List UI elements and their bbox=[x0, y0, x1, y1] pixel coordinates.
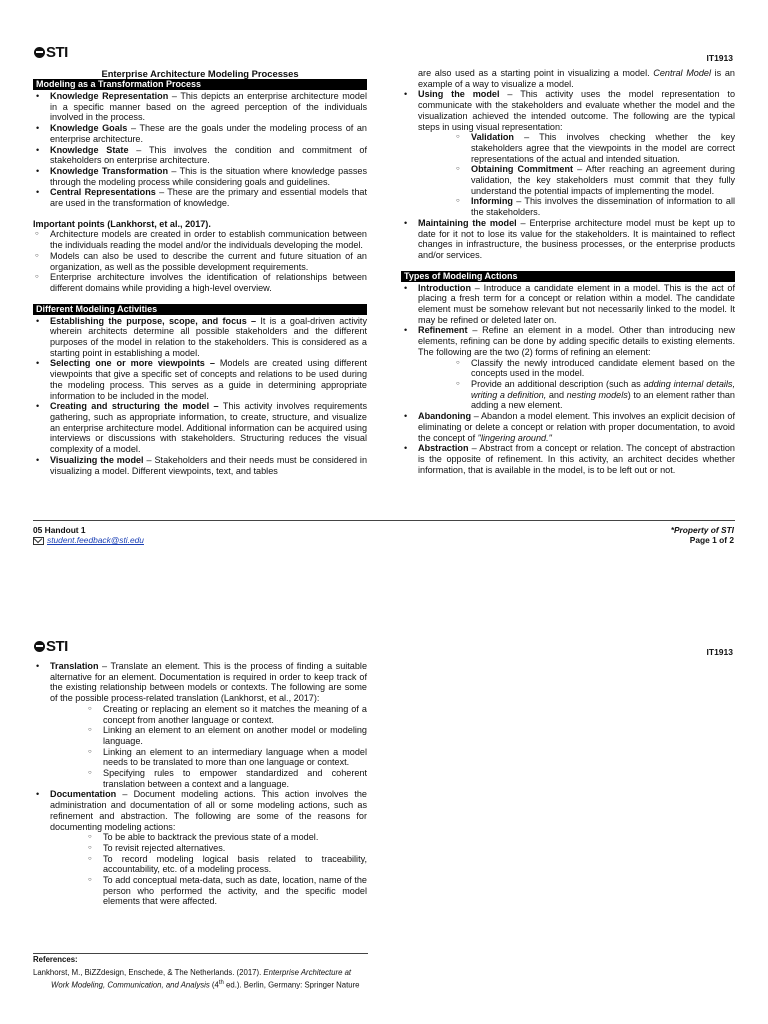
important-points-list bbox=[33, 229, 367, 293]
handout-label: 05 Handout 1 bbox=[33, 525, 86, 535]
list-item: ○ Linking an element to an element on another model or modeling language. bbox=[88, 725, 367, 746]
references-divider bbox=[33, 953, 368, 954]
list-item: ○ Validation – This involves checking whether the key stakeholders agree that the viewpoints in the model are correct representations of the actual and intended situation. bbox=[456, 132, 735, 164]
email-link[interactable]: student.feedback@sti.edu bbox=[47, 535, 144, 545]
list-item: ○ Enterprise architecture involves the identification of relationships between different domains while providing a high-level overview. bbox=[33, 272, 367, 293]
list-item: • Translation – Translate an element. This is the process of finding a suitable alternative for an element. Documentation is required in order to keep track of the existing relationship between models or contexts. The following are some of the possible process-related translation (Lankhorst, et al., 2017): ○ Creating or replacing an element so it matches the meaning of a concept from another language or context. ○ Linking an element to an element on another model or modeling language. ○ Linking an element to an intermediary language when a model needs to be translated to more than one language or context. ○ Specifying rules to empower standardized and coherent translation between a context and a language. bbox=[33, 661, 367, 789]
page-number: Page 1 of 2 bbox=[689, 535, 734, 545]
feedback-email bbox=[33, 535, 144, 545]
list-item: • Introduction – Introduce a candidate element in a model. This is the act of placing a fresh term for a concept or relation within a model. The candidate element must be somehow relevant but not necessarily linked to the model. It may be refined or deleted later on. bbox=[401, 283, 735, 326]
reference-entry: Lankhorst, M., BiZZdesign, Enschede, & The Netherlands. (2017). Enterprise Architecture at Work Modeling, Communication, and Analysis (4th ed.). Berlin, Germany: Springer Nature bbox=[33, 968, 360, 990]
property-label: *Property of STI bbox=[670, 525, 734, 535]
list-item: ○ Models can also be used to describe the current and future situation of an organization, as well as the possible development requirements. bbox=[33, 251, 367, 272]
list-item: ○ Provide an additional description (such as adding internal details, writing a definition, and nesting models) to an element rather than adding a new element. bbox=[456, 379, 735, 411]
list-item: • Knowledge Representation – This depicts an enterprise architecture model in a specific manner based on the agreed perception of the individuals involved in the process. bbox=[33, 91, 367, 123]
page2-column bbox=[33, 661, 367, 907]
list-item: ○ Classify the newly introduced candidate element based on the concepts used in the model. bbox=[456, 358, 735, 379]
footer-right bbox=[671, 525, 734, 545]
list-item: ○ To add conceptual meta-data, such as date, location, name of the person who performed the activity, and the specific model elements that were affected. bbox=[88, 875, 367, 907]
list-item: • Abstraction – Abstract from a concept or relation. The concept of abstraction is the opposite of refinement. In this activity, an architect decides whether information, that is available in the model, is to be left out or not. bbox=[401, 443, 735, 475]
list-item: • Central Representations – These are the primary and essential models that are used in the transformation of knowledge. bbox=[33, 187, 367, 208]
list-item: • Knowledge Goals – These are the goals under the modeling process of an enterprise architecture. bbox=[33, 123, 367, 144]
list-item: ○ To be able to backtrack the previous state of a model. bbox=[88, 832, 367, 843]
list-item: ○ Informing – This involves the dissemination of information to all the stakeholders. bbox=[456, 196, 735, 217]
section-heading-transformation: Modeling as a Transformation Process bbox=[33, 79, 367, 90]
left-column bbox=[33, 68, 367, 476]
document-title: Enterprise Architecture Modeling Processes bbox=[101, 68, 299, 79]
list-item: ○ Linking an element to an intermediary language when a model needs to be translated to more than one language or context. bbox=[88, 747, 367, 768]
section-heading-activities: Different Modeling Activities bbox=[33, 304, 367, 315]
list-item: ○ To record modeling logical basis related to traceability, accountability, etc. of a modeling process. bbox=[88, 854, 367, 875]
section-heading-actions: Types of Modeling Actions bbox=[401, 271, 735, 282]
footer-divider bbox=[33, 520, 735, 521]
list-item: • Knowledge State – This involves the condition and commitment of stakeholders on enterprise architecture. bbox=[33, 145, 367, 166]
list-item: ○ Architecture models are created in order to establish communication between the individuals reading the model and/or the individuals developing the model. bbox=[33, 229, 367, 250]
references bbox=[33, 955, 367, 991]
references-heading: References: bbox=[33, 955, 78, 964]
transformation-list bbox=[33, 91, 367, 209]
list-item: ○ Creating or replacing an element so it matches the meaning of a concept from another language or context. bbox=[88, 704, 367, 725]
list-item: ○ Obtaining Commitment – After reaching an agreement during validation, the key stakeholders must commit that they fully understand the potential impacts of implementing the model. bbox=[456, 164, 735, 196]
documentation-list bbox=[50, 832, 367, 907]
page-2 bbox=[0, 628, 768, 1024]
course-code: IT1913 bbox=[706, 647, 733, 657]
modeling-actions-list-continued bbox=[33, 661, 367, 907]
activities-list bbox=[33, 316, 367, 477]
list-item: ○ To revisit rejected alternatives. bbox=[88, 843, 367, 854]
activities-list-continued bbox=[401, 89, 735, 260]
footer-left bbox=[33, 525, 144, 545]
list-item: • Using the model – This activity uses the model representation to communicate with the stakeholders and evaluate whether the model and the visualization achieved the intended outcome. The following are the typical steps in using visual representation: ○ Validation – This involves checking whether the key stakeholders agree that the viewpoints in the model are correct representations of the actual and intended situation. ○ Obtaining Commitment – After reaching an agreement during validation, the key stakeholders must commit that they fully understand the potential impacts of implementing the model. ○ Informing – This involves the dissemination of information to all the stakeholders. bbox=[401, 89, 735, 217]
continued-text: are also used as a starting point in visualizing a model. Central Model is an example of a way to visualize a model. bbox=[418, 68, 735, 89]
important-points-heading: Important points (Lankhorst, et al., 2017). bbox=[33, 218, 211, 229]
refinement-forms-list bbox=[418, 358, 735, 412]
list-item: • Maintaining the model – Enterprise architecture model must be kept up to date for it not to lose its value for the stakeholders. It is maintained to reflect changes in infrastructure, the business processes, or the enterprise products and/or services. bbox=[401, 218, 735, 261]
translation-list bbox=[50, 704, 367, 790]
right-column bbox=[401, 68, 735, 475]
sti-logo: STI bbox=[34, 44, 68, 61]
list-item: • Documentation – Document modeling actions. This action involves the administration and documentation of all or some modeling actions, such as refinement and abstraction. The following are some of the reasons for documenting modeling actions: ○ To be able to backtrack the previous state of a model. ○ To revisit rejected alternatives. ○ To record modeling logical basis related to traceability, accountability, etc. of a modeling process. ○ To add conceptual meta-data, such as date, location, name of the person who performed the activity, and the specific model elements that were affected. bbox=[33, 789, 367, 907]
list-item: • Visualizing the model – Stakeholders and their needs must be considered in visualizing a model. Different viewpoints, text, and tables bbox=[33, 455, 367, 476]
globe-icon bbox=[34, 641, 45, 652]
list-item: • Establishing the purpose, scope, and focus – It is a goal-driven activity wherein architects determine all possible stakeholders and the different purposes of the model in relation to the stakeholders. This is considered as a starting point in establishing a model. bbox=[33, 316, 367, 359]
list-item: • Abandoning – Abandon a model element. This involves an explicit decision of eliminating or delete a concept or relation with proper documentation, to avoid the concept of "lingering around." bbox=[401, 411, 735, 443]
modeling-actions-list bbox=[401, 283, 735, 476]
list-item: • Refinement – Refine an element in a model. Other than introducing new elements, refining can be done by adding specific details to existing elements. The following are the two (2) forms of refining an element: ○ Classify the newly introduced candidate element based on the concepts used in the model. ○ Provide an additional description (such as adding internal details, writing a definition, and nesting models) to an element rather than adding a new element. bbox=[401, 325, 735, 411]
list-item: • Selecting one or more viewpoints – Models are created using different viewpoints that give a specific set of concepts and relations to be used during the modeling process. This serves as a guide in determining appropriate information to be included in the model. bbox=[33, 358, 367, 401]
list-item: • Knowledge Transformation – This is the situation where knowledge passes through the modeling process while considering goals and guidelines. bbox=[33, 166, 367, 187]
list-item: ○ Specifying rules to empower standardized and coherent translation between a context and a language. bbox=[88, 768, 367, 789]
list-item: • Creating and structuring the model – This activity involves requirements gathering, such as appropriate information, to create, structure, and visualize an enterprise architecture model. Additional information can be acquired using interviews or discussions with stakeholders. Structuring reduces the visual complexity of a model. bbox=[33, 401, 367, 455]
globe-icon bbox=[34, 47, 45, 58]
sti-logo: STI bbox=[34, 638, 68, 655]
mail-icon bbox=[33, 537, 44, 545]
course-code: IT1913 bbox=[706, 53, 733, 63]
using-steps-list bbox=[418, 132, 735, 218]
